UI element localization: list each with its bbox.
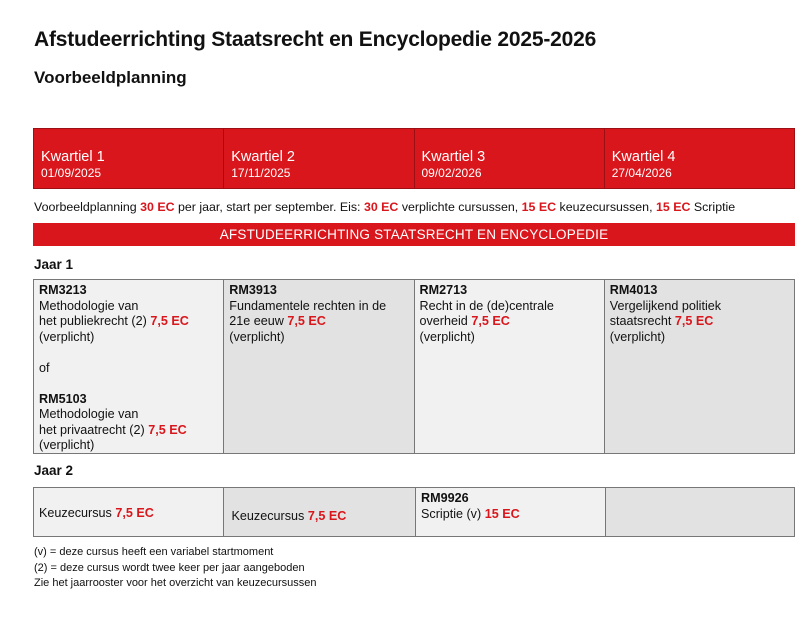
course-title: het privaatrecht (2) <box>39 422 149 437</box>
course-required: (verplicht) <box>39 438 95 452</box>
quarter-3 <box>415 129 605 188</box>
alternative-label: of <box>39 360 50 375</box>
quarter-name: Kwartiel 1 <box>41 149 105 165</box>
course-code: RM5103 <box>39 391 87 406</box>
summary-text: keuzecursussen, <box>556 200 656 214</box>
summary-text: per jaar, start per september. Eis: <box>174 200 364 214</box>
ec-value: 15 EC <box>521 200 557 214</box>
course-cell <box>605 280 794 453</box>
course-title: overheid <box>419 314 472 328</box>
quarter-date: 17/11/2025 <box>231 166 291 180</box>
course-title: Recht in de (de)centrale <box>419 298 554 313</box>
ec-value: 7,5 EC <box>287 314 326 328</box>
course-title: het publiekrecht (2) <box>39 314 151 328</box>
footnote: Zie het jaarrooster voor het overzicht van keuzecursussen <box>34 577 317 589</box>
quarter-name: Kwartiel 2 <box>231 149 295 165</box>
footnote: (v) = deze cursus heeft een variabel startmoment <box>34 546 274 558</box>
year-2-grid <box>33 487 795 537</box>
quarter-date: 27/04/2026 <box>611 166 672 180</box>
year-1-grid <box>33 279 795 454</box>
empty-cell <box>606 488 795 536</box>
course-title: Keuzecursus <box>231 509 308 523</box>
ec-value: 7,5 EC <box>148 422 187 437</box>
ec-value: 7,5 EC <box>115 506 154 520</box>
summary-text: Scriptie <box>690 200 736 214</box>
course-title-line <box>39 314 218 330</box>
course-code: RM3913 <box>229 283 277 297</box>
summary-text: verplichte cursussen, <box>398 200 522 214</box>
course-code: RM2713 <box>419 283 468 297</box>
course-code: RM4013 <box>609 283 658 297</box>
year-1-label: Jaar 1 <box>34 257 74 272</box>
quarter-date: 09/02/2026 <box>421 166 482 180</box>
course-title: staatsrecht <box>609 314 675 328</box>
course-cell <box>34 488 224 536</box>
course-cell <box>224 488 417 536</box>
page-subtitle: Voorbeeldplanning <box>34 68 187 87</box>
course-title-line <box>420 314 599 330</box>
footnote: (2) = deze cursus wordt twee keer per jaar aangeboden <box>34 561 305 574</box>
ec-value: 7,5 EC <box>307 509 347 523</box>
quarter-header-row <box>33 128 795 189</box>
footnotes <box>34 545 316 592</box>
course-title-line <box>610 314 789 330</box>
quarter-date: 01/09/2025 <box>41 166 102 180</box>
course-title: Keuzecursus <box>39 506 116 520</box>
course-required: (verplicht) <box>609 329 666 344</box>
course-cell <box>415 280 605 453</box>
summary-text: Voorbeeldplanning <box>34 200 141 214</box>
quarter-1 <box>34 129 224 188</box>
quarter-4 <box>605 129 794 188</box>
year-2-label: Jaar 2 <box>34 463 74 478</box>
course-required: (verplicht) <box>39 329 95 344</box>
course-title-line <box>229 314 408 330</box>
ec-value: 7,5 EC <box>150 314 189 328</box>
quarter-name: Kwartiel 4 <box>611 149 676 165</box>
quarter-name: Kwartiel 3 <box>421 149 486 165</box>
course-title: Methodologie van <box>39 407 139 421</box>
ec-value: 15 EC <box>655 200 691 214</box>
ec-value: 30 EC <box>363 200 399 214</box>
course-title: 21e eeuw <box>229 314 288 328</box>
planning-summary <box>34 200 735 214</box>
course-title: Scriptie (v) <box>421 506 485 521</box>
ec-value: 7,5 EC <box>471 314 510 328</box>
ec-value: 15 EC <box>484 506 520 521</box>
course-required: (verplicht) <box>229 329 285 344</box>
page-title: Afstudeerrichting Staatsrecht en Encyclopedie 2025-2026 <box>34 28 597 51</box>
track-banner: AFSTUDEERRICHTING STAATSRECHT EN ENCYCLOPEDIE <box>33 223 795 246</box>
course-required: (verplicht) <box>419 329 475 344</box>
course-title: Fundamentele rechten in de <box>229 298 387 313</box>
course-cell <box>416 488 606 536</box>
course-code: RM3213 <box>39 283 87 297</box>
course-title: Vergelijkend politiek <box>609 298 722 313</box>
course-title-line <box>39 423 218 439</box>
ec-value: 30 EC <box>140 200 175 214</box>
ec-value: 7,5 EC <box>674 314 714 328</box>
course-cell <box>224 280 414 453</box>
quarter-2 <box>224 129 414 188</box>
course-title: Methodologie van <box>39 298 139 313</box>
course-cell <box>34 280 224 453</box>
course-code: RM9926 <box>421 491 469 505</box>
